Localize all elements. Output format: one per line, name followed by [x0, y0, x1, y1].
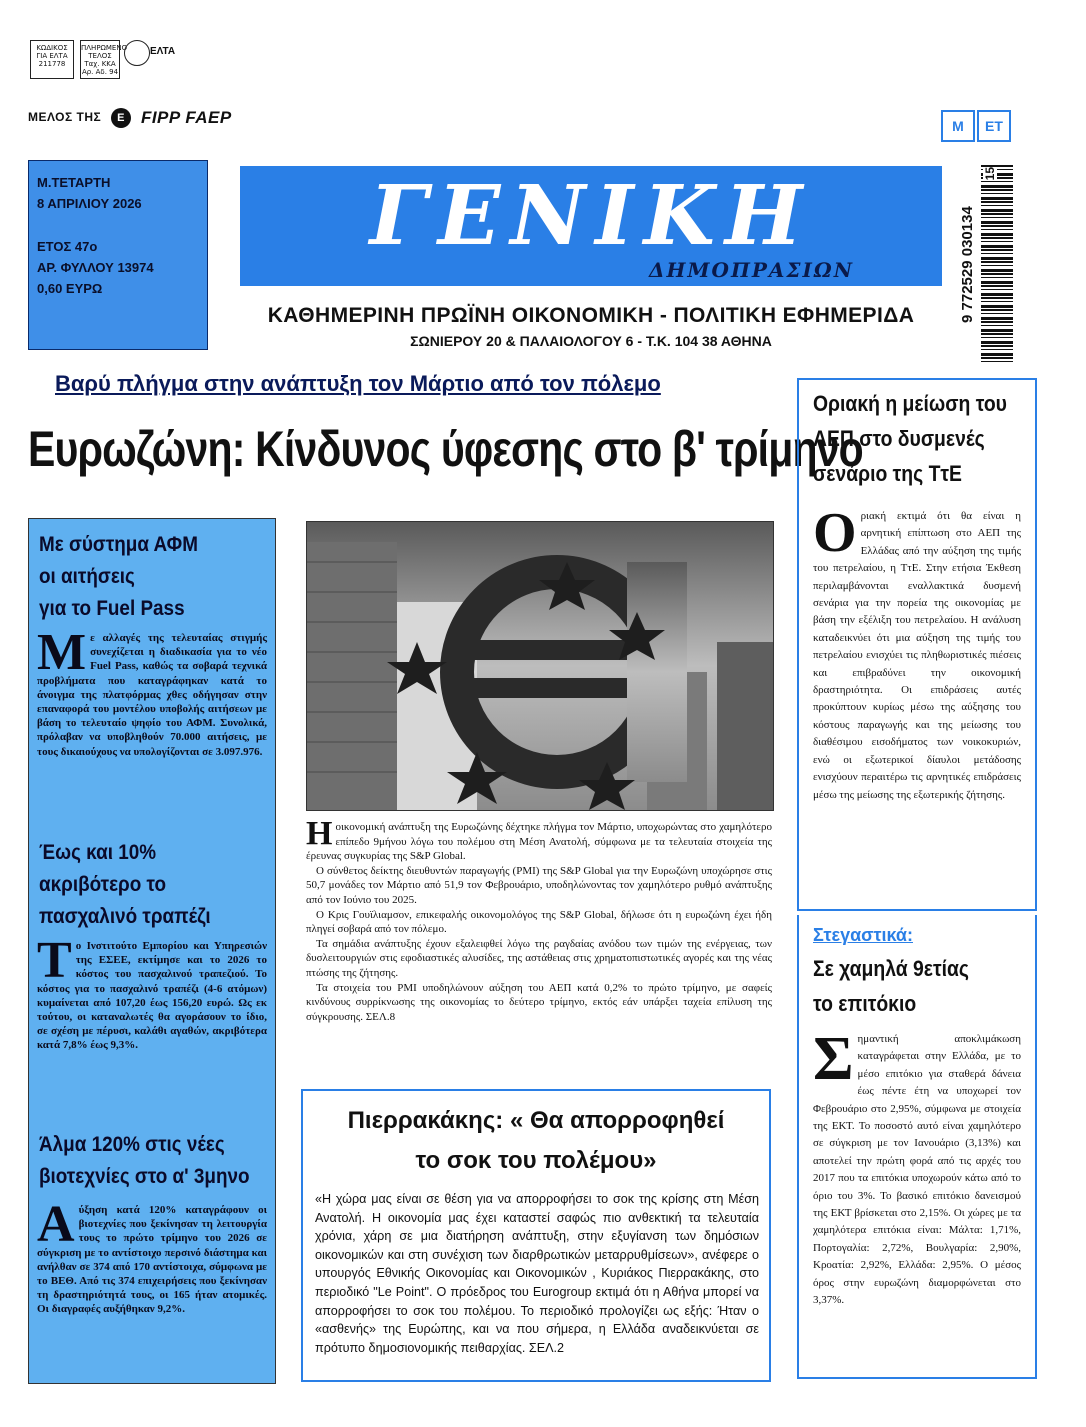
member-label: ΜΕΛΟΣ ΤΗΣ — [28, 110, 102, 125]
lead-article: Ηοικονομική ανάπτυξη της Ευρωζώνης δέχτηκε πλήγμα τον Μάρτιο, υποχωρώντας στο χαμηλότερο επίπεδο 9μήνου λόγω του πολέμου στη Μέση Ανατολή, σύμφωνα με τα τελευταία στοιχεία της έρευνας συγκυρίας της S&P Global. Ο σύνθετος δείκτης διευθυντών παραγωγής (PMI) της S&P Global για την Ευρωζώνη υποχώρησε στις 50,7 μονάδες τον Μάρτιο από 51,9 τον Φεβρουάριο, υποδηλώνοντας τον χαμηλότερο ρυθμό ανάπτυξης από τον Ιούνιο του 2025. Ο Κρις Γουϊλιαμσον, επικεφαλής οικονομολόγος της S&P Global, δήλωσε ότι η ευρωζώνη έχει ήδη πληγεί σοβαρά από τον πόλεμο. Τα σημάδια ανάπτυξης έχουν εξαλειφθεί λόγω της ραγδαίας ανόδου των τιμών της ενέργειας, των δυσλειτουργιών στις εφοδιαστικές αλυσίδες, της αστάθειας στις χρηματοπιστωτικές αγορές και της νέας πτώσης της ζήτησης. Τα στοιχεία του PMI υποδηλώνουν αύξηση του ΑΕΠ κατά 0,2% το πρώτο τρίμηνο, με σαφείς κινδύνους συρρίκνωσης της οικονομίας το δεύτερο τρίμηνο, εκτός εάν υπάρξει ταχεία επίλυση της σύγκρουσης. ΣΕΛ.8 — [306, 815, 772, 1023]
drop-cap: Ο — [813, 502, 857, 564]
barcode — [957, 165, 1015, 365]
issue-code: 15 — [983, 167, 997, 181]
left-sidebar — [28, 518, 276, 1384]
lead-paragraph: Τα στοιχεία του PMI υποδηλώνουν αύξηση του ΑΕΠ κατά 0,2% το πρώτο τρίμηνο, με σαφείς κινδύνους συρρίκνωσης της οικονομίας το δεύτερο τρίμηνο, εκτός εάν υπάρξει ταχεία επίλυση της σύγκρουσης. ΣΕΛ.8 — [306, 981, 772, 1023]
fuel-pass-headline[interactable]: Με σύστημα ΑΦΜ οι αιτήσεις για το Fuel Pass — [39, 533, 198, 620]
masthead — [240, 166, 942, 286]
edition-day: Μ.ΤΕΤΑΡΤΗ — [37, 175, 111, 190]
drop-cap: Σ — [813, 1025, 854, 1093]
barcode-bars-icon — [981, 165, 1013, 365]
craft-businesses-text: Αύξηση κατά 120% καταγράφουν οι βιοτεχνίες που ξεκίνησαν τη λειτουργία τους το πρώτο τρίμηνο του 2026 σε σύγκριση με το αντίστοιχο περσινό διάστημα και ανήλθαν σε 374 από 170 αντίστοιχα, σύμφωνα με το ΒΕΘ. Από τις 374 επιχειρήσεις που ξεκίνησαν τη δραστηριότητά τους, οι 165 ήταν ατομικές. Οι διαγραφές αυξήθηκαν 9,2%. — [37, 1196, 267, 1316]
pierrakakis-text: «Η χώρα μας είναι σε θέση για να απορροφήσει το σοκ της κρίσης στη Μέση Ανατολή. Η οικονομία μας έχει καταστεί σαφώς πιο ανθεκτική τα τελευταία χρόνια, χάρη σε μια διατήρηση ανάπτυξη, στην εξυγίανση των δημόσιων οικονομικών και στη συνέχιση των διαρθρωτικών μεταρρυθμίσεων», ανέφερε ο υπουργός Εθνικής Οικονομίας και Οικονομικών , Κυριάκος Πιερρακάκης, στο περιοδικό "Le Point". Ο πρόεδρος του Eurogroup εκτιμά ότι η Αθήνα μπορεί να απορροφήσει το σοκ του πολέμου. Το περιοδικό προλογίζει ως εξής: Ήταν ο «ασθενής» της Ευρώπης, και να που σήμερα, η Ελλάδα αναδεικνύεται σε πρότυπο δημοσιονομικής πειθαρχίας. ΣΕΛ.2 — [315, 1192, 759, 1355]
housing-label[interactable]: Στεγαστικά: — [813, 925, 913, 945]
tagline: ΚΑΘΗΜΕΡΙΝΗ ΠΡΩΪΝΗ ΟΙΚΟΝΟΜΙΚΗ - ΠΟΛΙΤΙΚΗ ΕΦΗΜΕΡΙΔΑ — [267, 304, 915, 327]
met-badge — [937, 100, 1015, 150]
lead-paragraph: Ο σύνθετος δείκτης διευθυντών παραγωγής (PMI) της S&P Global για την Ευρωζώνη υποχώρησε στις 50,7 μονάδες τον Μάρτιο από 51,9 τον Φεβρουάριο, υποδηλώνοντας τον χαμηλότερο ρυθμό ανάπτυξης από τον Ιούνιο του 2025. — [306, 864, 772, 906]
fuel-pass-text: Με αλλαγές της τελευταίας στιγμής συνεχίζεται η διαδικασία για το νέο Fuel Pass, καθώς τα σοβαρά τεχνικά προβλήματα που καταγράφηκαν κατά το άνοιγμα της πλατφόρμας χθες οδήγησαν στην επαναφορά του μοντέλου υποβολής αιτήσεων με βάση το τελευταίο ψηφίο του ΑΦΜ. Συνολικά, πρόλαβαν να υποβληθούν 70.000 αιτήσεις, με τους δικαιούχους να υπολογίζονται σε 3.097.976. — [37, 624, 267, 758]
craft-businesses-headline[interactable]: Άλμα 120% στις νέες βιοτεχνίες στο α' 3μηνο — [39, 1133, 250, 1188]
eaee-logo-icon: E — [111, 108, 131, 128]
easter-table-text: Το Ινστιτούτο Εμπορίου και Υπηρεσιών της ΕΣΕΕ, εκτίμησε και το 2026 το κόστος του πασχαλινού τραπεζιού. Το κόστος για το πασχαλινό τραπέζι (4-6 ατόμων) κυμαίνεται από 107,20 έως 156,20 ευρώ. Ως εκ τούτου, οι καταναλωτές θα αγοράσουν το ίδιο, σε σχέση με πέρυσι, καλάθι αγαθών, ακριβότερα κατά 7,8% έως 9,3%. — [37, 932, 267, 1052]
right-housing-box — [797, 915, 1037, 1379]
housing-headline[interactable]: Σε χαμηλά 9ετίας το επιτόκιο — [813, 956, 969, 1016]
gdp-text: Οριακή εκτιμά ότι θα είναι η αρνητική επίπτωση στο ΑΕΠ της Ελλάδας από την αύξηση της τιμής του πετρελαίου, η ΤτΕ. Στην ετήσια Έκθεση περιλαμβάνονται εναλλακτικά δυσμενή σενάρια για την πορεία της οικονομίας με βάση την εξέλιξη του πετρελαίου. Η ανάλυση καταδεικνύει ότι μια αύξηση της τιμής του πετρελαίου ενισχύει τις πληθωριστικές πιέσεις και επιβραδύνει την οικονομική δραστηριότητα. Οι επιδράσεις αυτές προκύπτουν κυρίως μέσω της αύξησης του κόστους παραγωγής και της μείωσης του διαθέσιμου εισοδήματος των νοικοκυριών, ενώ οι εξωτερικοί δίαυλοι μετάδοσης ενισχύουν περαιτέρω τις αρνητικές επιδράσεις μέσω της μείωσης της εξωτερικής ζήτησης. — [813, 502, 1021, 801]
fipp-faep-logo: FIPP FAEP — [140, 108, 232, 127]
drop-cap: Α — [37, 1196, 75, 1253]
met-et-icon: ET — [977, 110, 1011, 142]
newspaper-title: ΓΕΝΙΚΗ — [369, 168, 813, 264]
edition-price: 0,60 ΕΥΡΩ — [37, 281, 103, 296]
lead-paragraph: Τα σημάδια ανάπτυξης έχουν εξαλειφθεί λόγω της ραγδαίας ανόδου των τιμών της ενέργειας, των δυσλειτουργιών στις εφοδιαστικές αλυσίδες, της αστάθειας στις χρηματοπιστωτικές αγορές και της νέας πτώσης της ζήτησης. — [306, 937, 772, 979]
right-gdp-box — [797, 378, 1037, 911]
drop-cap: Η — [306, 815, 333, 852]
edition-year: ΕΤΟΣ 47ο — [37, 239, 98, 254]
lead-kicker[interactable]: Βαρύ πλήγμα στην ανάπτυξη τον Μάρτιο από τον πόλεμο — [55, 371, 661, 396]
euro-sculpture-photo — [306, 521, 774, 811]
easter-table-headline[interactable]: Έως και 10% ακριβότερο το πασχαλινό τραπέζι — [39, 841, 211, 928]
member-of — [28, 108, 232, 128]
address: ΣΩΝΙΕΡΟΥ 20 & ΠΑΛΑΙΟΛΟΓΟΥ 6 - Τ.Κ. 104 38 ΑΘΗΝΑ — [410, 333, 772, 349]
barcode-number: 9 772529 030134 — [959, 206, 976, 324]
housing-text: Σημαντική αποκλιμάκωση καταγράφεται στην Ελλάδα, με το μέσο επιτόκιο για σταθερά δάνεια έως πέντε έτη να υποχωρεί τον Φεβρουάριο στο 2,95%, σύμφωνα με στοιχεία της ΕΚΤ. Το ποσοστό αυτό είναι χαμηλότερο σε σύγκριση με τον Ιανουάριο (3,13%) και αποτελεί την πρώτη φορά από τις αρχές του 2017 που τα επιτόκια υποχωρούν κάτω από το όριο του 3%. Το βασικό επιτόκιο δανεισμού της ΕΚΤ βρίσκεται στο 2,15%. Οι χώρες με τα χαμηλότερα επιτόκια είναι: Μάλτα: 1,71%, Πορτογαλία: 2,72%, Βουλγαρία: 2,90%, Κροατία: 2,92%, Ελλάδα: 2,95%. Ο μέσος όρος στην ευρωζώνη διαμορφώνεται στο 3,37%. — [813, 1025, 1021, 1307]
elta-logo: ΕΛΤΑ — [150, 46, 176, 57]
edition-issue: ΑΡ. ΦΥΛΛΟΥ 13974 — [37, 260, 154, 275]
drop-cap: Τ — [37, 932, 72, 989]
lead-headline[interactable]: Ευρωζώνη: Κίνδυνος ύφεσης στο β' τρίμηνο — [28, 421, 863, 477]
newspaper-subtitle: ΔΗΜΟΠΡΑΣΙΩΝ — [648, 258, 854, 282]
elta-code-stamp: ΚΩΔΙΚΟΣ ΓΙΑ ΕΛΤΑ 211778 — [30, 40, 74, 79]
lead-paragraph: Ο Κρις Γουϊλιαμσον, επικεφαλής οικονομολόγος της S&P Global, δήλωσε ότι η ευρωζώνη έχει ήδη πληγεί σοβαρά από τον πόλεμο. — [306, 908, 772, 936]
drop-cap: Μ — [37, 624, 87, 681]
post-seal-icon — [124, 40, 150, 66]
gdp-headline[interactable]: Οριακή η μείωση του ΑΕΠ στο δυσμενές σενάριο της ΤτΕ — [813, 391, 1007, 486]
pierrakakis-headline[interactable]: Πιερρακάκης: « Θα απορροφηθεί το σοκ του πολέμου» — [347, 1107, 725, 1174]
met-m-icon: M — [941, 110, 975, 142]
pierrakakis-box — [301, 1089, 771, 1382]
postage-paid-stamp: ΠΛΗΡΩΜΕΝΟ ΤΕΛΟΣ Ταχ. ΚΚΑ Αρ. Αδ. 94 — [80, 40, 120, 79]
edition-info-box — [28, 160, 208, 350]
edition-date: 8 ΑΠΡΙΛΙΟΥ 2026 — [37, 196, 142, 211]
